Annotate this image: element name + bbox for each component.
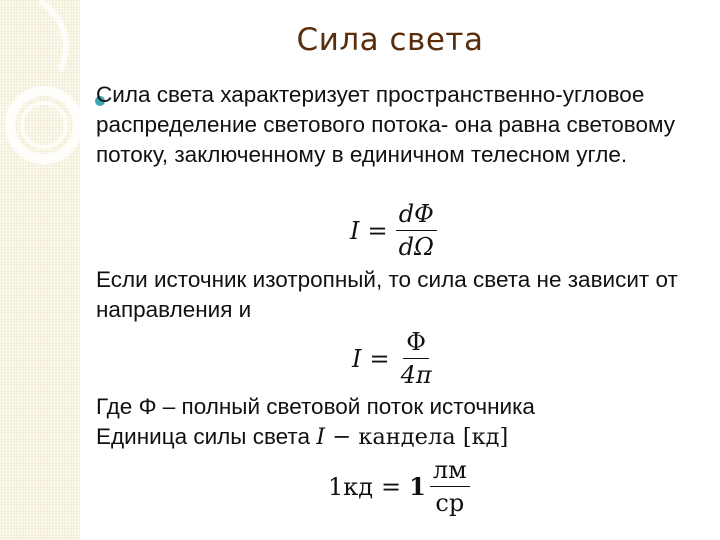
formula-lhs: I — [350, 216, 360, 245]
formula-lhs: I — [352, 344, 362, 373]
decorative-swirl-icon — [0, 0, 80, 540]
formula-equals: = — [369, 344, 390, 373]
unit-symbol: I — [316, 424, 326, 450]
slide-title: Сила света — [296, 22, 484, 58]
formula-coefficient: 1 — [409, 472, 426, 501]
formula-fraction — [396, 200, 437, 261]
formula-denominator: 4π — [400, 361, 432, 389]
formula-numerator: dΦ — [396, 200, 437, 231]
formula-denominator: dΩ — [398, 233, 434, 261]
formula-equals: = — [367, 216, 388, 245]
definition-paragraph: Сила света характеризует пространственно-угловое распределение светового потока- она равна световому потоку, заключенному в единичном телесном угле. — [96, 82, 675, 167]
unit-paragraph — [96, 422, 696, 452]
unit-math — [316, 424, 508, 450]
formula-isotropic-intensity — [352, 328, 435, 389]
formula-fraction — [430, 456, 470, 517]
unit-text: Единица силы света — [96, 424, 317, 449]
formula-intensity-derivative — [350, 200, 437, 261]
isotropic-paragraph: Если источник изотропный, то сила света не зависит от направления и — [96, 267, 678, 322]
flux-definition-paragraph: Где Φ – полный световой поток источника — [96, 394, 535, 419]
decorative-side-band — [0, 0, 80, 540]
formula-numerator: лм — [430, 456, 470, 487]
formula-denominator: ср — [435, 489, 465, 517]
formula-equals: = — [381, 472, 402, 501]
formula-lhs: 1кд — [328, 472, 374, 501]
formula-candela-definition — [328, 456, 470, 517]
formula-numerator: Φ — [403, 328, 429, 359]
unit-rest: − кандела [кд] — [325, 424, 509, 450]
formula-fraction — [398, 328, 435, 389]
